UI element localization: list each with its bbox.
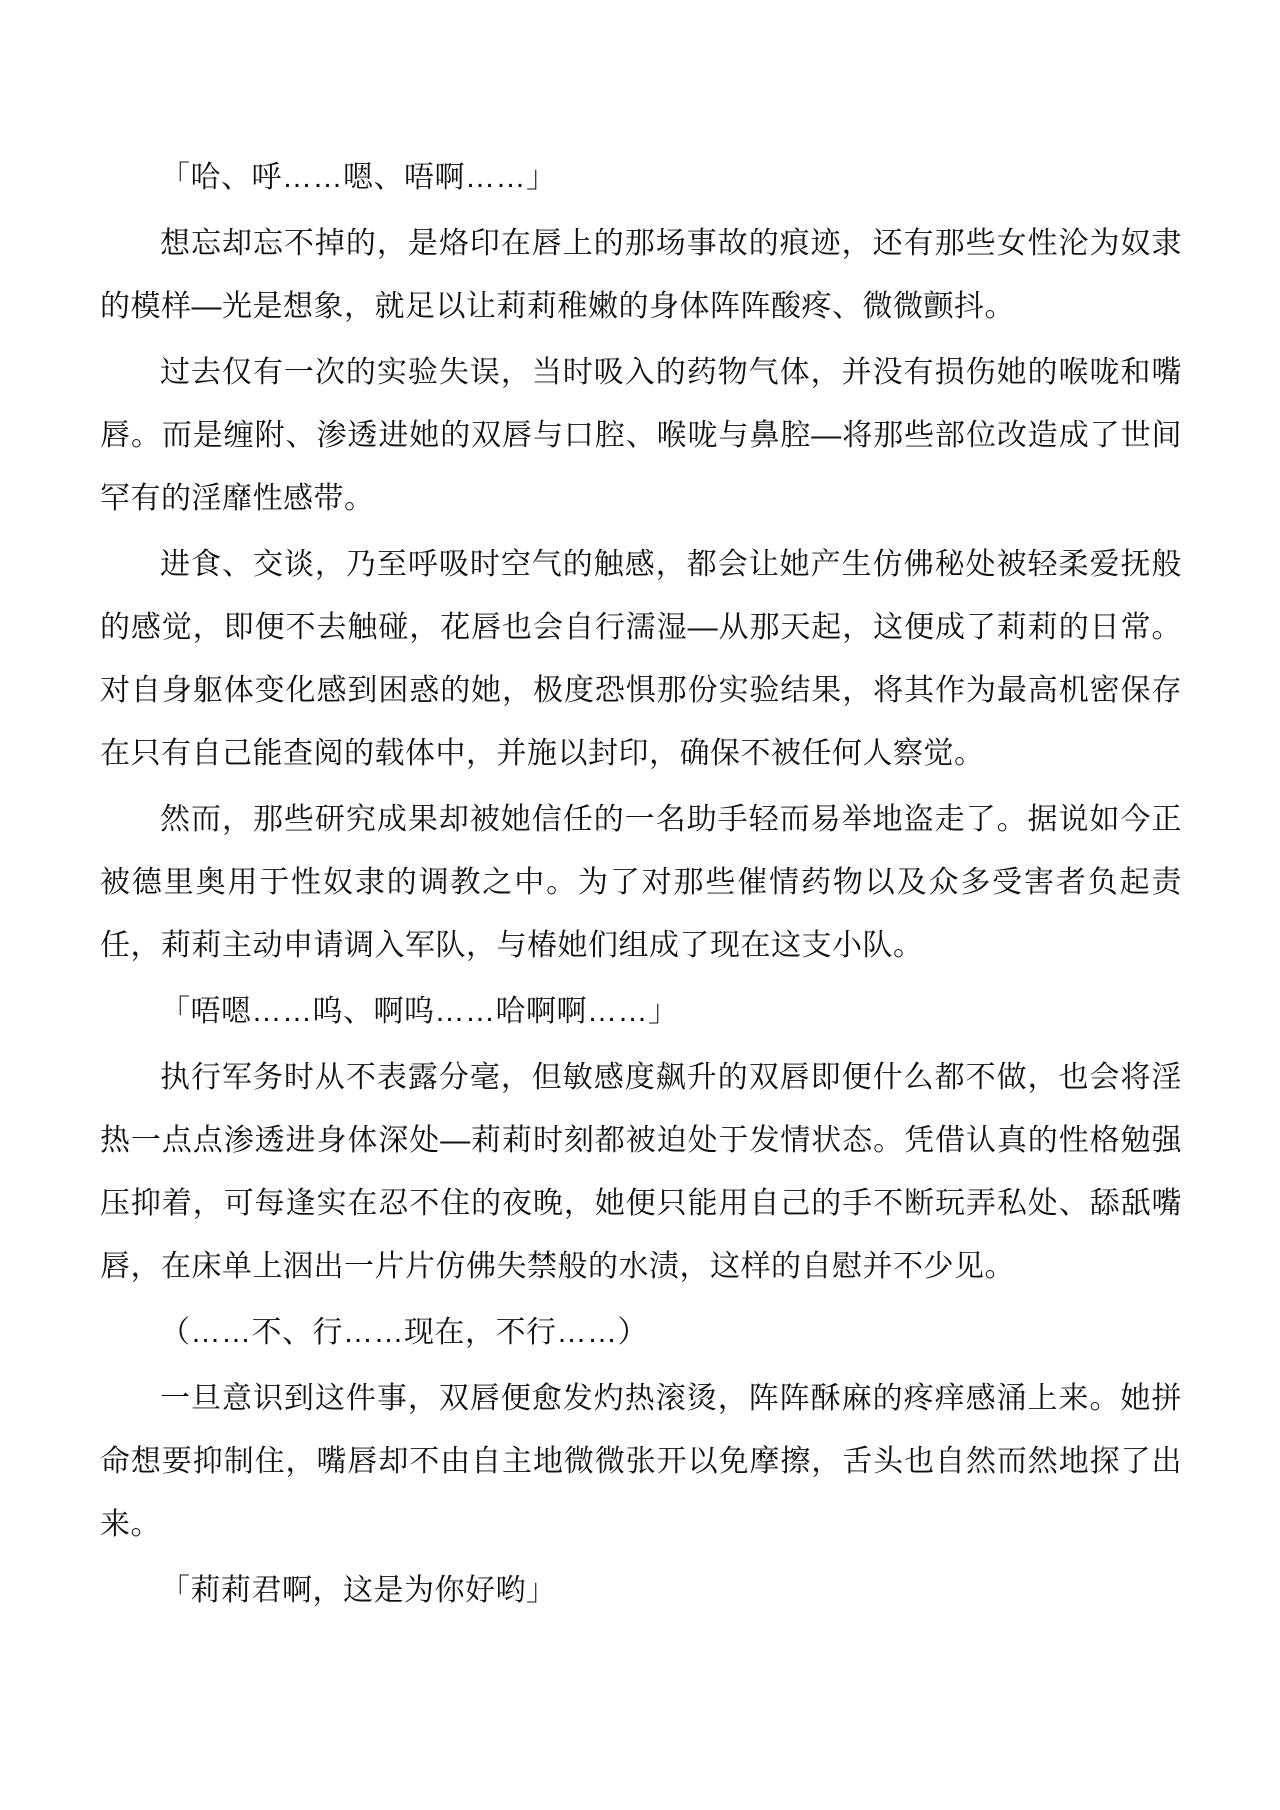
paragraph: 一旦意识到这件事，双唇便愈发灼热滚烫，阵阵酥麻的疼痒感涌上来。她拼命想要抑制住，嘴唇却不由自主地微微张开以免摩擦，舌头也自然而然地探了出来。 — [100, 1382, 1182, 1541]
dialogue-line: 「唔嗯……呜、啊呜……哈啊啊……」 — [160, 995, 679, 1028]
paragraph: 然而，那些研究成果却被她信任的一名助手轻而易举地盗走了。据说如今正被德里奥用于性奴隶的调教之中。为了对那些催情药物以及众多受害者负起责任，莉莉主动申请调入军队，与椿她们组成了现在这支小队。 — [100, 803, 1182, 962]
paragraph: 进食、交谈，乃至呼吸时空气的触感，都会让她产生仿佛秘处被轻柔爱抚般的感觉，即便不去触碰，花唇也会自行濡湿—从那天起，这便成了莉莉的日常。对自身躯体变化感到困惑的她，极度恐惧那份实验结果，将其作为最高机密保存在只有自己能查阅的载体中，并施以封印，确保不被任何人察觉。 — [100, 548, 1182, 770]
dialogue-line: 「哈、呼……嗯、唔啊……」 — [160, 161, 557, 194]
paragraph: 执行军务时从不表露分毫，但敏感度飙升的双唇即便什么都不做，也会将淫热一点点渗透进身体深处—莉莉时刻都被迫处于发情状态。凭借认真的性格勉强压抑着，可每逢实在忍不住的夜晚，她便只能用自己的手不断玩弄私处、舔舐嘴唇，在床单上洇出一片片仿佛失禁般的水渍，这样的自慰并不少见。 — [100, 1061, 1182, 1283]
inner-thought-line: （……不、行……现在，不行……） — [160, 1316, 648, 1349]
paragraph: 想忘却忘不掉的，是烙印在唇上的那场事故的痕迹，还有那些女性沦为奴隶的模样—光是想象，就足以让莉莉稚嫩的身体阵阵酸疼、微微颤抖。 — [100, 227, 1182, 323]
dialogue-line: 「莉莉君啊，这是为你好哟」 — [160, 1574, 557, 1607]
paragraph: 过去仅有一次的实验失误，当时吸入的药物气体，并没有损伤她的喉咙和嘴唇。而是缠附、渗透进她的双唇与口腔、喉咙与鼻腔—将那些部位改造成了世间罕有的淫靡性感带。 — [100, 356, 1182, 515]
text-column — [100, 146, 1182, 1625]
